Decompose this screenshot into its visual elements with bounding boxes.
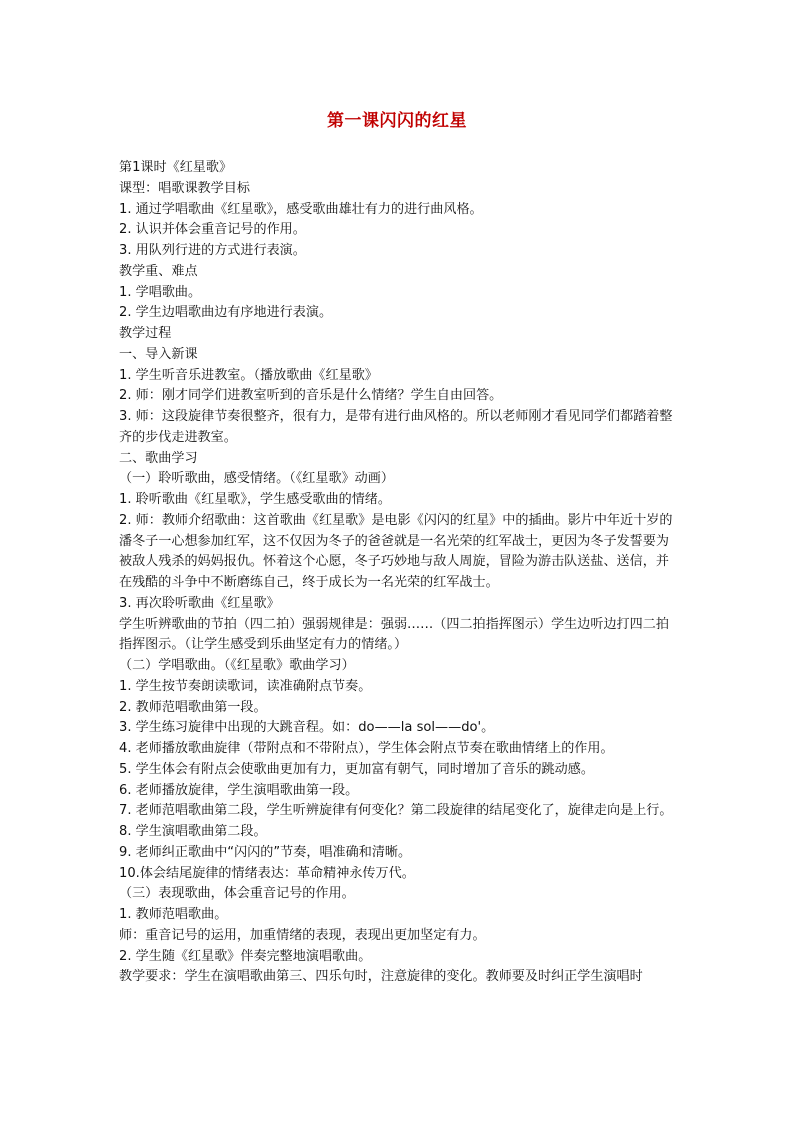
paragraph: 4. 老师播放歌曲旋律（带附点和不带附点），学生体会附点节奏在歌曲情绪上的作用。: [119, 741, 614, 756]
paragraph: 1. 通过学唱歌曲《红星歌》，感受歌曲雄壮有力的进行曲风格。: [119, 201, 483, 217]
paragraph: 3. 学生练习旋律中出现的大跳音程。如：do——la sol——do'。: [119, 720, 495, 736]
paragraph: 3. 用队列行进的方式进行表演。: [119, 243, 306, 258]
paragraph: 1. 学唱歌曲。: [119, 284, 202, 300]
document-body: [119, 158, 679, 988]
paragraph: 2. 学生随《红星歌》伴奏完整地演唱歌曲。: [119, 948, 372, 964]
paragraph: 师：重音记号的运用，加重情绪的表现，表现出更加坚定有力。: [119, 927, 486, 943]
paragraph: 1. 学生听音乐进教室。（播放歌曲《红星歌》: [119, 367, 378, 383]
paragraph: 2. 学生边唱歌曲边有序地进行表演。: [119, 305, 333, 321]
paragraph: 2. 师：刚才同学们进教室听到的音乐是什么情绪？学生自由回答。: [119, 388, 503, 404]
paragraph: 1. 学生按节奏朗读歌词，读准确附点节奏。: [119, 678, 372, 694]
paragraph: （一）聆听歌曲，感受情绪。（《红星歌》动画）: [119, 471, 394, 487]
paragraph: 教学重、难点: [119, 263, 198, 279]
paragraph: 5. 学生体会有附点会使歌曲更加有力，更加富有朝气，同时增加了音乐的跳动感。: [119, 761, 594, 777]
paragraph: 1. 教师范唱歌曲。: [119, 907, 228, 922]
paragraph: 8. 学生演唱歌曲第二段。: [119, 824, 267, 839]
paragraph: 二、歌曲学习: [119, 450, 198, 466]
paragraph: 3. 师：这段旋律节奏很整齐，很有力，是带有进行曲风格的。所以老师刚才看见同学们都踏着整齐的步伐走进教室。: [119, 409, 673, 445]
paragraph: （二）学唱歌曲。（《红星歌》歌曲学习）: [119, 658, 355, 673]
paragraph: 2. 师：教师介绍歌曲：这首歌曲《红星歌》是电影《闪闪的红星》中的插曲。影片中年近十岁的潘冬子一心想参加红军，这不仅因为冬子的爸爸就是一名光荣的红军战士，更因为冬子发誓要为被敌人残杀的妈妈报仇。怀着这个心愿，冬子巧妙地与敌人周旋，冒险为游击队送盐、送信，并在残酷的斗争中不断磨练自己，终于成长为一名光荣的红军战士。: [119, 512, 673, 590]
paragraph: 第1课时《红星歌》: [119, 160, 233, 175]
paragraph: 3. 再次聆听歌曲《红星歌》: [119, 595, 280, 611]
page-title: 第一课闪闪的红星: [327, 111, 467, 131]
paragraph: 教学过程: [119, 326, 172, 341]
paragraph: 一、导入新课: [119, 346, 198, 362]
paragraph: 1. 聆听歌曲《红星歌》，学生感受歌曲的情绪。: [119, 492, 391, 507]
paragraph: 10.体会结尾旋律的情绪表达：革命精神永传万代。: [119, 865, 415, 881]
paragraph: 教学要求：学生在演唱歌曲第三、四乐句时，注意旋律的变化。教师要及时纠正学生演唱时: [119, 969, 643, 985]
paragraph: 9. 老师纠正歌曲中“闪闪的”节奏，唱准确和清晰。: [119, 844, 412, 860]
paragraph: 6. 老师播放旋律，学生演唱歌曲第一段。: [119, 782, 359, 798]
paragraph: 2. 教师范唱歌曲第一段。: [119, 699, 267, 715]
paragraph: 课型：唱歌课教学目标: [119, 180, 250, 196]
paragraph: （三）表现歌曲，体会重音记号的作用。: [119, 886, 355, 902]
paragraph: 7. 老师范唱歌曲第二段，学生听辨旋律有何变化？第二段旋律的结尾变化了，旋律走向是上行。: [119, 803, 673, 819]
paragraph: 学生听辨歌曲的节拍（四二拍）强弱规律是：强弱……（四二拍指挥图示）学生边听边打四二拍指挥图示。（让学生感受到乐曲坚定有力的情绪。）: [119, 616, 669, 653]
paragraph: 2. 认识并体会重音记号的作用。: [119, 222, 306, 238]
